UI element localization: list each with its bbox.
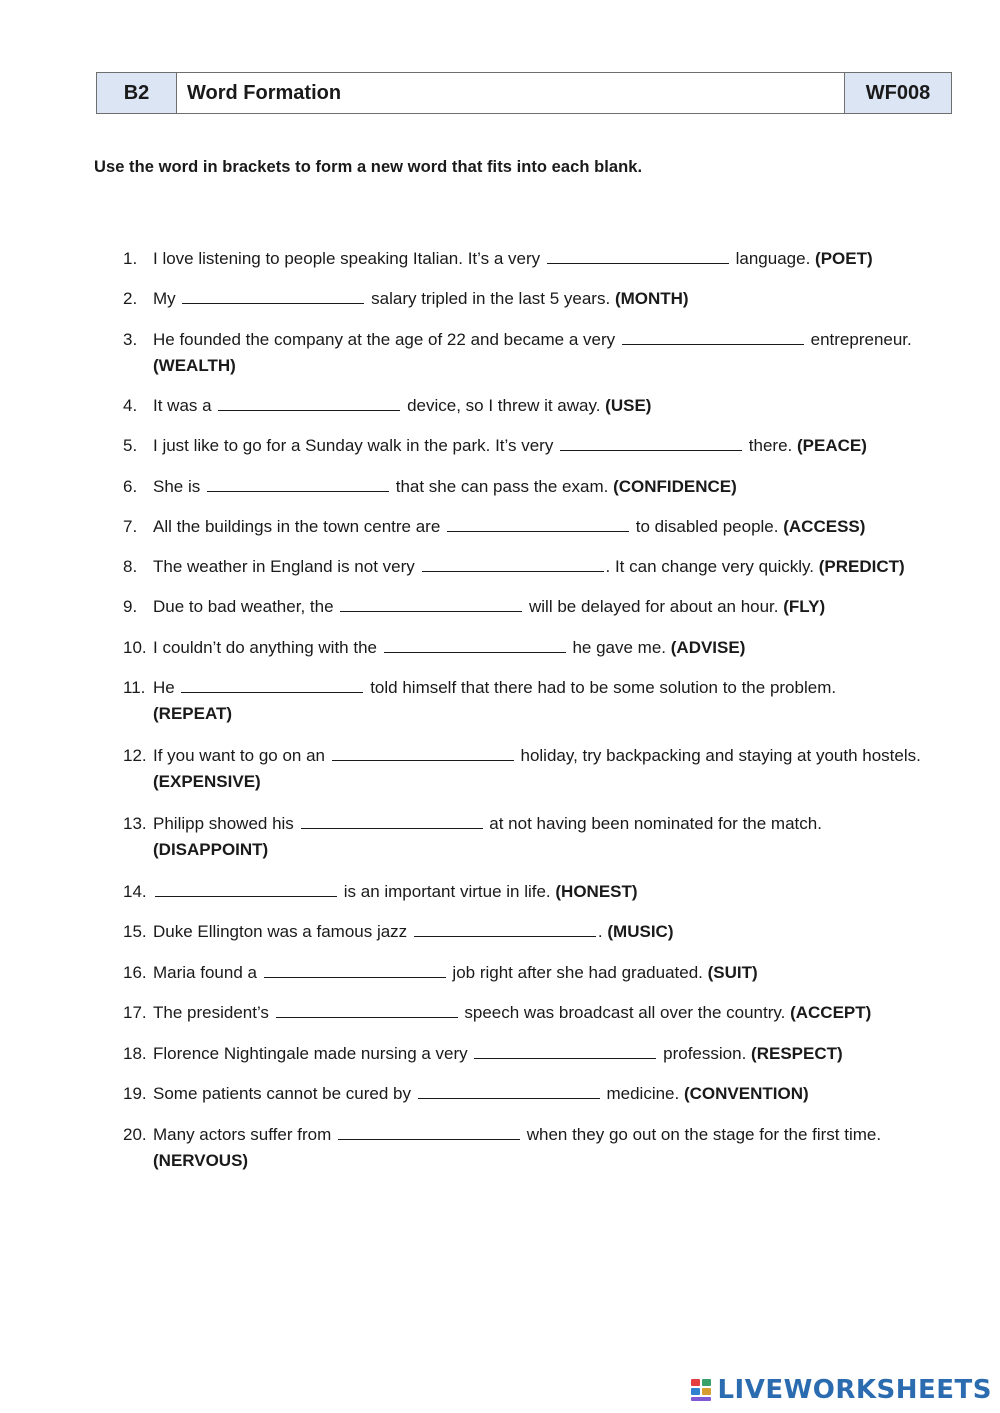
answer-blank[interactable] [418,1081,600,1099]
item-text [153,286,943,312]
liveworksheets-logo-icon [691,1377,713,1403]
base-word: (ACCESS) [783,517,866,536]
item-number: 17. [123,1003,147,1022]
list-item [123,594,943,620]
sentence-before: The weather in England is not very [153,557,415,576]
sentence-after: is an important virtue in life. [343,882,551,901]
item-text [153,1122,943,1174]
item-number: 16. [123,963,147,982]
item-number: 2. [123,289,138,308]
item-number: 8. [123,557,138,576]
answer-blank[interactable] [264,960,446,978]
item-text [153,474,943,500]
list-item [123,879,943,905]
item-number: 3. [123,330,138,349]
base-word: (CONFIDENCE) [613,477,737,496]
sentence-after: told himself that there had to be some solution to the problem. [370,678,837,697]
base-word: (CONVENTION) [683,1084,809,1103]
answer-blank[interactable] [560,433,742,451]
worksheet-title: Word Formation [177,73,845,113]
sentence-after: that she can pass the exam. [395,477,609,496]
sentence-after: language. [735,249,811,268]
item-text [153,960,943,986]
item-text [153,1081,943,1107]
answer-blank[interactable] [622,327,804,345]
item-text [153,246,943,272]
item-number: 5. [123,436,138,455]
item-text [153,393,943,419]
sentence-before: Philipp showed his [153,814,294,833]
logo-text: LIVEWORKSHEETS [717,1375,992,1405]
item-number: 10. [123,638,147,657]
sentence-before: All the buildings in the town centre are [153,517,441,536]
sentence-before: I just like to go for a Sunday walk in the park. It’s very [153,436,554,455]
item-text [153,811,943,863]
list-item [123,246,943,272]
list-item [123,960,943,986]
base-word: (POET) [815,249,873,268]
sentence-before: He founded the company at the age of 22 and became a very [153,330,616,349]
item-text [153,433,943,459]
answer-blank[interactable] [340,594,522,612]
sentence-before: I couldn’t do anything with the [153,638,377,657]
item-text [153,594,943,620]
base-word: (MUSIC) [607,922,674,941]
answer-blank[interactable] [332,743,514,761]
answer-blank[interactable] [547,246,729,264]
item-number: 1. [123,249,138,268]
answer-blank[interactable] [414,919,596,937]
sentence-before: Maria found a [153,963,257,982]
sentence-after: speech was broadcast all over the country. [464,1003,786,1022]
sentence-after: at not having been nominated for the match. [489,814,822,833]
list-item [123,1000,943,1026]
item-text [153,1000,943,1026]
list-item [123,286,943,312]
answer-blank[interactable] [474,1041,656,1059]
item-number: 13. [123,814,147,833]
base-word: (RESPECT) [751,1044,843,1063]
item-number: 4. [123,396,138,415]
list-item [123,327,943,379]
level-cell: B2 [97,73,177,113]
base-word: (FLY) [783,597,826,616]
sentence-after: job right after she had graduated. [452,963,703,982]
answer-blank[interactable] [447,514,629,532]
answer-blank[interactable] [422,554,604,572]
base-word: (WEALTH) [153,356,236,375]
base-word: (NERVOUS) [153,1151,249,1170]
list-item [123,675,943,727]
item-number: 7. [123,517,138,536]
item-number: 11. [123,678,146,697]
sentence-before: She is [153,477,201,496]
item-number: 20. [123,1125,147,1144]
sentence-after: profession. [663,1044,747,1063]
list-item [123,554,943,580]
answer-blank[interactable] [207,474,389,492]
list-item [123,433,943,459]
sentence-after: entrepreneur. [810,330,912,349]
item-text [153,514,943,540]
item-number: 12. [123,746,147,765]
base-word: (DISAPPOINT) [153,840,269,859]
list-item [123,1041,943,1067]
list-item [123,393,943,419]
list-item [123,919,943,945]
sentence-after: . [597,922,603,941]
item-text [153,554,943,580]
answer-blank[interactable] [384,635,566,653]
item-text [153,919,943,945]
sentence-after: . It can change very quickly. [605,557,815,576]
sentence-before: Many actors suffer from [153,1125,332,1144]
list-item [123,743,943,795]
worksheet-code: WF008 [845,73,951,113]
list-item [123,1122,943,1174]
sentence-before: I love listening to people speaking Italian. It’s a very [153,249,541,268]
answer-blank[interactable] [301,811,483,829]
answer-blank[interactable] [218,393,400,411]
item-text [153,879,943,905]
item-number: 6. [123,477,138,496]
answer-blank[interactable] [181,675,363,693]
base-word: (ADVISE) [670,638,746,657]
sentence-after: to disabled people. [635,517,779,536]
base-word: (PREDICT) [818,557,905,576]
header-table [96,72,952,114]
sentence-after: will be delayed for about an hour. [529,597,779,616]
sentence-before: Florence Nightingale made nursing a very [153,1044,468,1063]
sentence-before: Due to bad weather, the [153,597,334,616]
item-text [153,635,943,661]
sentence-after: device, so I threw it away. [407,396,601,415]
base-word: (SUIT) [707,963,758,982]
list-item [123,635,943,661]
base-word: (PEACE) [797,436,867,455]
base-word: (USE) [605,396,652,415]
sentence-before: He [153,678,175,697]
base-word: (MONTH) [614,289,689,308]
item-text [153,743,943,795]
base-word: (HONEST) [555,882,638,901]
list-item [123,811,943,863]
sentence-before: My [153,289,176,308]
sentence-after: holiday, try backpacking and staying at youth hostels. [520,746,921,765]
base-word: (EXPENSIVE) [153,772,261,791]
instructions: Use the word in brackets to form a new word that fits into each blank. [94,158,643,176]
sentence-before: It was a [153,396,212,415]
item-number: 15. [123,922,147,941]
logo [691,1375,992,1405]
sentence-before: Some patients cannot be cured by [153,1084,411,1103]
sentence-after: medicine. [606,1084,680,1103]
item-number: 14. [123,882,147,901]
list-item [123,1081,943,1107]
base-word: (ACCEPT) [790,1003,872,1022]
answer-blank[interactable] [155,879,337,897]
item-text [153,327,943,379]
base-word: (REPEAT) [153,704,233,723]
answer-blank[interactable] [338,1122,520,1140]
sentence-after: when they go out on the stage for the first time. [526,1125,882,1144]
item-number: 18. [123,1044,147,1063]
sentence-after: there. [748,436,793,455]
list-item [123,514,943,540]
answer-blank[interactable] [276,1000,458,1018]
item-text [153,675,943,727]
item-number: 19. [123,1084,147,1103]
sentence-after: salary tripled in the last 5 years. [371,289,611,308]
list-item [123,474,943,500]
sentence-after: he gave me. [572,638,667,657]
item-text [153,1041,943,1067]
sentence-before: The president’s [153,1003,269,1022]
item-number: 9. [123,597,138,616]
answer-blank[interactable] [182,286,364,304]
sentence-before: If you want to go on an [153,746,326,765]
sentence-before: Duke Ellington was a famous jazz [153,922,408,941]
